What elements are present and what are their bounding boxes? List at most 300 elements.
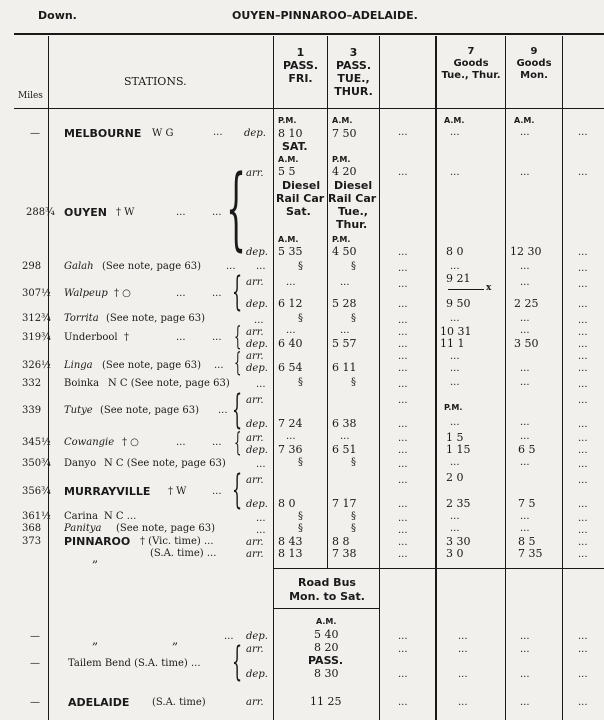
linga-note: (See note, page 63)	[102, 360, 202, 371]
ouyen-c1-diesel: Diesel	[282, 179, 321, 192]
carina-c9: ...	[520, 511, 530, 522]
melbourne-ce-dots: ...	[398, 127, 408, 138]
cowangie-dots-b: ...	[212, 437, 222, 448]
murrayville-dep-c3: 7 17	[332, 497, 357, 510]
pinnaroo-miles: 373	[22, 536, 42, 547]
ouyen-dep: dep.	[246, 247, 268, 258]
tutye-dep-c9: ...	[520, 417, 530, 428]
panitya-ce: ...	[398, 525, 408, 536]
walpeup-dep-c1: 6 12	[278, 297, 303, 310]
galah-c11: ...	[578, 263, 588, 274]
pinnaroo-vic-c9: 8 5	[518, 535, 536, 548]
tailem-arr-ce: ...	[398, 644, 408, 655]
pinnaroo-vic-ce: ...	[398, 537, 408, 548]
murrayville-dep-ce: ...	[398, 499, 408, 510]
ouyen-c1-railcar: Rail Car	[276, 192, 325, 205]
cowangie-dots-a: ...	[176, 437, 186, 448]
ditto-row-c7: ...	[458, 631, 468, 642]
walpeup-name: Walpeup	[64, 288, 108, 299]
galah-c7: ...	[450, 261, 460, 272]
melbourne-c7-am: A.M.	[444, 116, 465, 125]
underbool-dep-c9: 3 50	[514, 337, 539, 350]
underbool-arr-ce: ...	[398, 327, 408, 338]
underbool-dots-a: ...	[176, 332, 186, 343]
danyo-c1: §	[298, 457, 303, 468]
murrayville-arr: arr.	[246, 475, 264, 486]
linga-dots: ...	[214, 360, 224, 371]
ouyen-c3-tue: Tue.,	[338, 205, 368, 218]
ouyen-dep-ce: ...	[398, 247, 408, 258]
torrita-c11: ...	[578, 315, 588, 326]
cowangie-dep-c3: 6 51	[332, 443, 357, 456]
bus-rule	[274, 568, 604, 569]
col3-number: 3	[349, 46, 358, 59]
linga-miles: 326½	[22, 360, 51, 371]
walpeup-dep-c7: 9 50	[446, 297, 471, 310]
ditto-row-a: „	[92, 633, 99, 647]
col7-days: Tue., Thur.	[441, 70, 501, 81]
galah-dots2: ...	[256, 261, 266, 272]
ouyen-dep-c3: 4 50	[332, 245, 357, 258]
walpeup-arr: arr.	[246, 277, 264, 288]
carina-c7: ...	[450, 511, 460, 522]
adelaide-arr: arr.	[246, 697, 264, 708]
ouyen-dep-c3-pm: P.M.	[332, 235, 351, 244]
boinka-c3: §	[351, 377, 356, 388]
underbool-dep: dep.	[246, 339, 268, 350]
tutye-arr-c11: ...	[578, 395, 588, 406]
tailem-arr: arr.	[246, 644, 264, 655]
tutye-miles: 339	[22, 405, 42, 416]
panitya-c1: §	[298, 523, 303, 534]
cowangie-suffix: † ○	[122, 437, 139, 448]
adelaide-ce: ...	[398, 697, 408, 708]
header-rule	[14, 108, 604, 109]
adelaide-miles: —	[30, 697, 40, 708]
murrayville-suffix: † W	[168, 486, 187, 497]
col1-number: 1	[296, 46, 305, 59]
walpeup-dots-b: ...	[212, 288, 222, 299]
walpeup-arr-c9: ...	[520, 277, 530, 288]
linga-arr-c7: ...	[450, 351, 460, 362]
galah-note: (See note, page 63)	[102, 261, 202, 272]
pinnaroo-sa-arr: arr.	[246, 549, 264, 560]
murrayville-arr-c11: ...	[578, 475, 588, 486]
melbourne-c9-am: A.M.	[514, 116, 535, 125]
melbourne-name: MELBOURNE	[64, 127, 142, 140]
pinnaroo-ditto: „	[92, 551, 99, 565]
tutye-dep-c1: 7 24	[278, 417, 303, 430]
pinnaroo-sa-c1: 8 13	[278, 547, 303, 560]
linga-arr-ce: ...	[398, 351, 408, 362]
linga-arr-c11: ...	[578, 351, 588, 362]
underbool-dep-ce: ...	[398, 339, 408, 350]
tutye-arr-ce: ...	[398, 395, 408, 406]
ouyen-name: OUYEN	[64, 206, 107, 219]
carina-c3: §	[351, 511, 356, 522]
torrita-miles: 312¾	[22, 313, 51, 324]
tutye-dots: ...	[218, 405, 228, 416]
panitya-c9: ...	[520, 523, 530, 534]
underbool-arr-c9: ...	[520, 325, 530, 336]
cowangie-arr-c3: ...	[340, 431, 350, 442]
linga-brace: {	[234, 348, 242, 378]
ouyen-arr-c3: 4 20	[332, 165, 357, 178]
danyo-c3: §	[351, 457, 356, 468]
cowangie-name: Cowangie	[64, 437, 115, 448]
torrita-note: (See note, page 63)	[106, 313, 206, 324]
cowangie-dep-c11: ...	[578, 445, 588, 456]
road-bus-days: Mon. to Sat.	[289, 590, 365, 603]
murrayville-arr-c7: 2 0	[446, 471, 464, 484]
bus-time-3: 8 30	[314, 667, 339, 680]
ditto-row-dots: ...	[224, 631, 234, 642]
carina-c1: §	[298, 511, 303, 522]
underbool-arr-c3: ...	[340, 325, 350, 336]
col9-divider	[562, 36, 563, 720]
danyo-c7: ...	[450, 457, 460, 468]
col9-number: 9	[530, 46, 538, 57]
danyo-miles: 350¾	[22, 458, 51, 469]
bus-am: A.M.	[316, 617, 337, 626]
melbourne-c1-time: 8 10	[278, 127, 303, 140]
tutye-dep-c3: 6 38	[332, 417, 357, 430]
tutye-dep-c11: ...	[578, 419, 588, 430]
boinka-c1: §	[298, 377, 303, 388]
adelaide-c7: ...	[458, 697, 468, 708]
cowangie-arr-c9: ...	[520, 431, 530, 442]
adelaide-suffix: (S.A. time)	[152, 697, 206, 708]
carina-c11: ...	[578, 513, 588, 524]
torrita-ce: ...	[398, 315, 408, 326]
road-bus-label: Road Bus	[298, 576, 356, 589]
melbourne-c11-dots: ...	[578, 127, 588, 138]
tailem-name: Tailem Bend (S.A. time) ...	[68, 658, 201, 669]
walpeup-miles: 307½	[22, 288, 51, 299]
murrayville-dep-c9: 7 5	[518, 497, 536, 510]
col9-type: Goods	[516, 58, 552, 69]
melbourne-sat: SAT.	[282, 140, 308, 153]
col3-days2: THUR.	[334, 85, 373, 98]
murrayville-name: MURRAYVILLE	[64, 485, 151, 498]
cowangie-dep-c9: 6 5	[518, 443, 536, 456]
col1-type: PASS.	[282, 59, 319, 72]
col-empty-divider	[435, 36, 437, 720]
underbool-dep-c11: ...	[578, 339, 588, 350]
walpeup-arr-c11: ...	[578, 279, 588, 290]
pinnaroo-vic-c1: 8 43	[278, 535, 303, 548]
walpeup-suffix: † ○	[114, 288, 131, 299]
linga-c7: ...	[450, 363, 460, 374]
adelaide-name: ADELAIDE	[68, 696, 130, 709]
melbourne-c3-am: A.M.	[332, 116, 353, 125]
tailem-dep-c11: ...	[578, 669, 588, 680]
stations-header: STATIONS.	[124, 75, 187, 88]
galah-miles: 298	[22, 261, 42, 272]
ditto-row-ce: ...	[398, 631, 408, 642]
walpeup-dots-a: ...	[176, 288, 186, 299]
ouyen-c3-railcar: Rail Car	[328, 192, 377, 205]
panitya-dots: ...	[256, 525, 266, 536]
ouyen-dep-c9: 12 30	[510, 245, 542, 258]
tailem-arr-c7: ...	[458, 644, 468, 655]
miles-header: Miles	[18, 91, 43, 101]
col3-divider	[379, 36, 380, 720]
walpeup-arr-c3: ...	[340, 277, 350, 288]
col7-divider	[505, 36, 506, 720]
cowangie-brace: {	[234, 428, 242, 458]
murrayville-dep: dep.	[246, 499, 268, 510]
tailem-dep-c7: ...	[458, 669, 468, 680]
walpeup-c7-cross	[448, 289, 484, 290]
murrayville-dep-c11: ...	[578, 499, 588, 510]
pinnaroo-sa-c9: 7 35	[518, 547, 543, 560]
tailem-arr-c11: ...	[578, 644, 588, 655]
danyo-dots: ...	[256, 459, 266, 470]
miles-divider	[48, 36, 49, 720]
walpeup-arr-ce: ...	[398, 279, 408, 290]
bus-pass: PASS.	[308, 654, 344, 667]
col1-days: FRI.	[288, 72, 313, 85]
ouyen-miles: 288¾	[26, 207, 55, 218]
tutye-name: Tutye	[64, 405, 93, 416]
linga-c1: 6 54	[278, 361, 303, 374]
danyo-ce: ...	[398, 459, 408, 470]
panitya-note: (See note, page 63)	[116, 523, 216, 534]
pinnaroo-sa-c11: ...	[578, 549, 588, 560]
melbourne-c9-dots: ...	[520, 127, 530, 138]
ouyen-c11-dots: ...	[578, 167, 588, 178]
boinka-c11: ...	[578, 379, 588, 390]
carina-ce: ...	[398, 513, 408, 524]
linga-arr: arr.	[246, 351, 264, 362]
linga-c3: 6 11	[332, 361, 357, 374]
ditto-row-b: „	[172, 633, 179, 647]
walpeup-c7-mark: x	[486, 283, 492, 293]
ouyen-arr: arr.	[246, 168, 264, 179]
col7-type: Goods	[453, 58, 489, 69]
tutye-dep-ce: ...	[398, 419, 408, 430]
torrita-dots: ...	[254, 315, 264, 326]
col1-divider	[327, 36, 328, 568]
ouyen-c7-dots: ...	[450, 167, 460, 178]
cowangie-dep-ce: ...	[398, 445, 408, 456]
ouyen-c1-am: A.M.	[278, 155, 299, 164]
ouyen-ce-dots: ...	[398, 167, 408, 178]
ouyen-dep-c7: 8 0	[446, 245, 464, 258]
tutye-note: (See note, page 63)	[100, 405, 200, 416]
panitya-c7: ...	[450, 523, 460, 534]
col3-type: PASS.	[335, 59, 372, 72]
cowangie-dep-c7: 1 15	[446, 443, 471, 456]
pinnaroo-sa-c7: 3 0	[446, 547, 464, 560]
bus-header-rule	[274, 608, 380, 609]
ouyen-suffix: † W	[116, 207, 135, 218]
pinnaroo-sa: (S.A. time) ...	[150, 548, 217, 559]
cowangie-arr-ce: ...	[398, 433, 408, 444]
underbool-dots-b: ...	[212, 332, 222, 343]
murrayville-dep-c1: 8 0	[278, 497, 296, 510]
walpeup-dep-c9: 2 25	[514, 297, 539, 310]
ouyen-brace: {	[226, 156, 247, 261]
ditto-row-c11: ...	[578, 631, 588, 642]
panitya-c11: ...	[578, 525, 588, 536]
pinnaroo-name: PINNAROO	[64, 535, 131, 548]
walpeup-dep-c11: ...	[578, 299, 588, 310]
tutye-c7-pm: P.M.	[444, 403, 463, 412]
boinka-note: N C (See note, page 63)	[108, 378, 230, 389]
boinka-name: Boinka	[64, 378, 100, 389]
boinka-dots: ...	[256, 379, 266, 390]
ouyen-c3-diesel: Diesel	[334, 179, 373, 192]
linga-ce: ...	[398, 363, 408, 374]
melbourne-dep: dep.	[244, 128, 266, 139]
galah-c9: ...	[520, 261, 530, 272]
direction-label: Down.	[38, 9, 77, 22]
murrayville-arr-ce: ...	[398, 475, 408, 486]
linga-c11: ...	[578, 363, 588, 374]
torrita-c1: §	[298, 313, 303, 324]
torrita-c7: ...	[450, 313, 460, 324]
torrita-name: Torrita	[64, 313, 99, 324]
boinka-ce: ...	[398, 379, 408, 390]
pinnaroo-vic-arr: arr.	[246, 537, 264, 548]
underbool-arr: arr.	[246, 327, 264, 338]
ouyen-dots-a: ...	[176, 207, 186, 218]
walpeup-arr-c7: 9 21	[446, 272, 471, 285]
galah-c3: §	[351, 261, 356, 272]
cowangie-arr: arr.	[246, 433, 264, 444]
walpeup-dep: dep.	[246, 299, 268, 310]
pinnaroo-vic-c3: 8 8	[332, 535, 350, 548]
panitya-miles: 368	[22, 523, 42, 534]
ouyen-arr-c1: 5 5	[278, 165, 296, 178]
tailem-arr-c9: ...	[520, 644, 530, 655]
panitya-name: Panitya	[64, 523, 102, 534]
ouyen-dep-c1: 5 35	[278, 245, 303, 258]
murrayville-dots: ...	[212, 486, 222, 497]
melbourne-dots: ...	[213, 127, 223, 138]
cowangie-arr-c7: 1 5	[446, 431, 464, 444]
danyo-note: N C (See note, page 63)	[104, 458, 226, 469]
route-title: OUYEN–PINNAROO–ADELAIDE.	[232, 9, 418, 22]
ditto-row-c9: ...	[520, 631, 530, 642]
bus-time-4: 11 25	[310, 695, 342, 708]
linga-c9: ...	[520, 363, 530, 374]
torrita-c9: ...	[520, 313, 530, 324]
danyo-c11: ...	[578, 459, 588, 470]
col7-number: 7	[467, 46, 475, 57]
tailem-miles: —	[30, 658, 40, 669]
ouyen-c3-pm: P.M.	[332, 155, 351, 164]
panitya-c3: §	[351, 523, 356, 534]
underbool-dep-c1: 6 40	[278, 337, 303, 350]
tailem-brace: {	[232, 639, 243, 685]
ouyen-dots-b: ...	[212, 207, 222, 218]
walpeup-dep-c3: 5 28	[332, 297, 357, 310]
bus-time-2: 8 20	[314, 641, 339, 654]
carina-name: Carina	[64, 511, 98, 522]
pinnaroo-vic-c7: 3 30	[446, 535, 471, 548]
ouyen-c1-sat: Sat.	[286, 205, 311, 218]
galah-name: Galah	[64, 261, 94, 272]
adelaide-c9: ...	[520, 697, 530, 708]
melbourne-suffix: W G	[152, 128, 174, 139]
boinka-c7: ...	[450, 377, 460, 388]
boinka-c9: ...	[520, 377, 530, 388]
tailem-dep-c9: ...	[520, 669, 530, 680]
tailem-dep-ce: ...	[398, 669, 408, 680]
tailem-dep: dep.	[246, 669, 268, 680]
underbool-suffix: †	[124, 332, 129, 343]
ouyen-dep-c11: ...	[578, 247, 588, 258]
melbourne-c3-time: 7 50	[332, 127, 357, 140]
ouyen-c3-thur: Thur.	[336, 218, 368, 231]
underbool-miles: 319¾	[22, 332, 51, 343]
ditto-row-dep: dep.	[246, 631, 268, 642]
underbool-brace: {	[234, 322, 242, 352]
pinnaroo-sa-ce: ...	[398, 549, 408, 560]
melbourne-miles: —	[30, 128, 40, 139]
walpeup-dep-ce: ...	[398, 299, 408, 310]
cowangie-dep-c1: 7 36	[278, 443, 303, 456]
tutye-dep-c7: ...	[450, 417, 460, 428]
cowangie-miles: 345½	[22, 437, 51, 448]
melbourne-c1-pm: P.M.	[278, 116, 297, 125]
tutye-brace: {	[232, 387, 243, 433]
pinnaroo-vic-c11: ...	[578, 537, 588, 548]
ouyen-dep-c1-am: A.M.	[278, 235, 299, 244]
galah-c1: §	[298, 261, 303, 272]
cowangie-arr-c11: ...	[578, 433, 588, 444]
murrayville-brace: {	[232, 467, 243, 513]
carina-note: N C ...	[104, 511, 137, 522]
underbool-dep-c3: 5 57	[332, 337, 357, 350]
pinnaroo-sa-c3: 7 38	[332, 547, 357, 560]
cowangie-dep: dep.	[246, 445, 268, 456]
pinnaroo-suffix: † (Vic. time) ...	[140, 536, 214, 547]
underbool-arr-c7: 10 31	[440, 325, 472, 338]
col9-days: Mon.	[520, 70, 548, 81]
torrita-c3: §	[351, 313, 356, 324]
linga-dep: dep.	[246, 363, 268, 374]
cowangie-arr-c1: ...	[286, 431, 296, 442]
galah-dots: ...	[226, 261, 236, 272]
carina-miles: 361½	[22, 511, 51, 522]
adelaide-c11: ...	[578, 697, 588, 708]
bus-time-1: 5 40	[314, 628, 339, 641]
underbool-arr-c11: ...	[578, 327, 588, 338]
carina-dots: ...	[256, 513, 266, 524]
underbool-arr-c1: ...	[286, 325, 296, 336]
walpeup-brace: {	[232, 269, 243, 315]
underbool-dep-c7: 11 1	[440, 337, 465, 350]
danyo-name: Danyo	[64, 458, 97, 469]
top-rule	[14, 33, 604, 35]
ditto-row-miles: —	[30, 631, 40, 642]
murrayville-miles: 356¾	[22, 486, 51, 497]
col3-days1: TUE.,	[337, 72, 370, 85]
danyo-c9: ...	[520, 457, 530, 468]
boinka-miles: 332	[22, 378, 42, 389]
underbool-name: Underbool	[64, 332, 118, 343]
galah-ce: ...	[398, 263, 408, 274]
ouyen-c9-dots: ...	[520, 167, 530, 178]
linga-name: Linga	[64, 360, 93, 371]
tutye-dep: dep.	[246, 419, 268, 430]
murrayville-dep-c7: 2 35	[446, 497, 471, 510]
melbourne-c7-dots: ...	[450, 127, 460, 138]
